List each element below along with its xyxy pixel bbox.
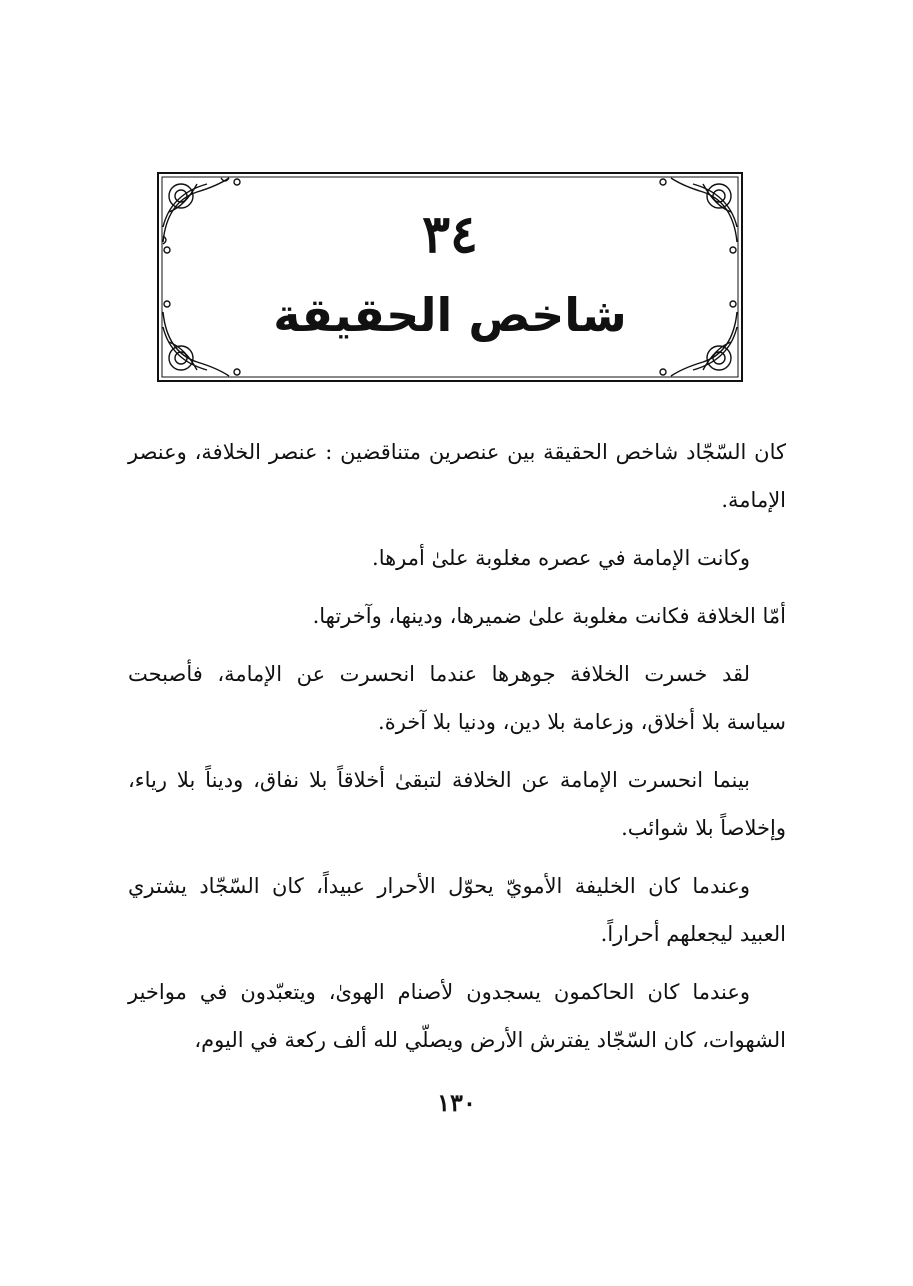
paragraph: وعندما كان الخليفة الأمويّ يحوّل الأحرار عبيداً، كان السّجّاد يشتري العبيد ليجعلهم أحراراً. <box>128 874 786 946</box>
paragraph: أمّا الخلافة فكانت مغلوبة علىٰ ضميرها، ودينها، وآخرتها. <box>312 604 786 628</box>
chapter-title-box <box>157 172 743 382</box>
paragraph: كان السّجّاد شاخص الحقيقة بين عنصرين متناقضين : عنصر الخلافة، وعنصر الإمامة. <box>128 440 786 512</box>
paragraph: وكانت الإمامة في عصره مغلوبة علىٰ أمرها. <box>372 546 750 570</box>
chapter-title: شاخص الحقيقة <box>273 288 627 342</box>
chapter-number: ٣٤ <box>422 204 478 265</box>
paragraph: بينما انحسرت الإمامة عن الخلافة لتبقىٰ أخلاقاً بلا نفاق، وديناً بلا رياء، وإخلاصاً بلا شوائب. <box>128 768 786 840</box>
body-text <box>128 428 786 1074</box>
paragraph: وعندما كان الحاكمون يسجدون لأصنام الهوىٰ، ويتعبّدون في مواخير الشهوات، كان السّجّاد يفترش الأرض ويصلّي لله ألف ركعة في اليوم، <box>128 980 786 1052</box>
page-number: ١٣٠ <box>437 1088 476 1117</box>
paragraph: لقد خسرت الخلافة جوهرها عندما انحسرت عن الإمامة، فأصبحت سياسة بلا أخلاق، وزعامة بلا دين، ودنيا بلا آخرة. <box>128 662 786 734</box>
